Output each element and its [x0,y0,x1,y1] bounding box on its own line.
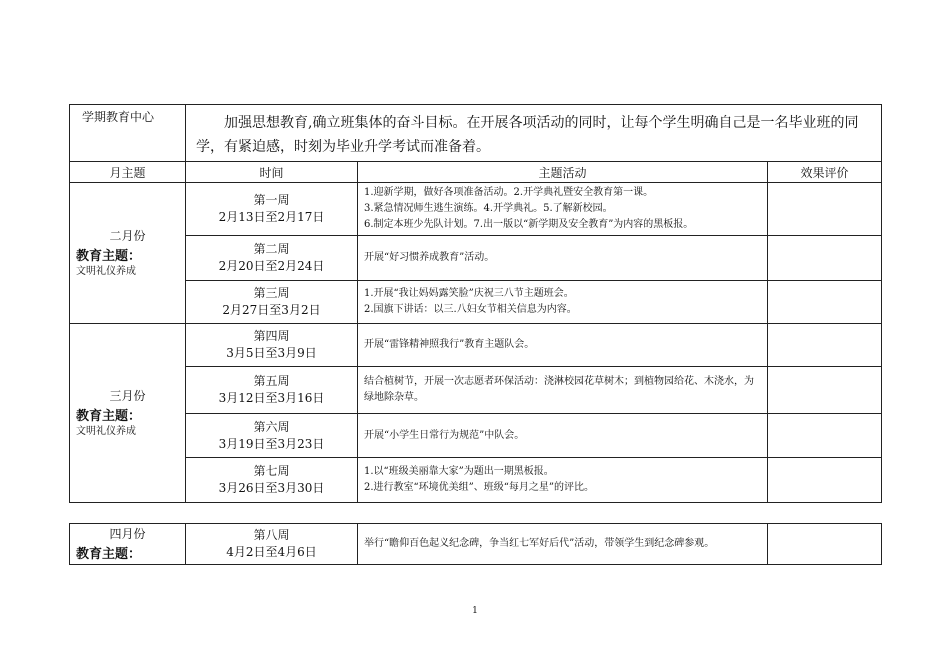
activity-line: 2.进行教室“环境优美组”、班级“每月之星”的评比。 [364,482,594,493]
theme-label: 教育主题： [76,408,142,424]
evaluation-cell [768,367,882,414]
activity-line: 开展“好习惯养成教育”活动。 [364,252,495,263]
table-row [70,524,882,565]
month-cell [70,524,186,565]
theme-label: 教育主题： [76,248,142,264]
month-name: 三月份 [109,388,146,403]
week-cell [186,524,358,565]
evaluation-cell [768,281,882,324]
week-label: 第一周 [253,193,290,207]
week-dates: 3月19日至3月23日 [218,436,325,451]
week-dates: 3月12日至3月16日 [218,391,325,405]
week-dates: 2月20日至2月24日 [218,259,325,273]
education-plan-table [69,104,882,503]
evaluation-cell [768,324,882,367]
center-label: 学期教育中心 [70,105,186,162]
evaluation-cell [768,236,882,281]
theme-value: 文明礼仪养成 [76,265,136,277]
week-dates: 3月5日至3月9日 [226,346,317,360]
week-label: 第八周 [253,528,290,542]
activity-cell [358,524,768,565]
week-cell [186,236,358,281]
table-row [70,458,882,503]
table-row [70,281,882,324]
table-row [70,183,882,236]
evaluation-cell [768,458,882,503]
week-cell [186,281,358,324]
week-cell [186,458,358,503]
month-cell [70,183,186,324]
header-activity: 主题活动 [358,162,768,183]
theme-label: 教育主题： [76,547,142,562]
activity-cell [358,367,768,414]
week-label: 第二周 [253,242,290,256]
theme-value: 文明礼仪养成 [76,425,136,437]
activity-cell [358,324,768,367]
month-name: 二月份 [109,228,146,243]
page-number: 1 [472,606,478,616]
activity-cell [358,183,768,236]
activity-line: 1.开展“我让妈妈露笑脸”庆祝三八节主题班会。 [364,288,574,299]
week-cell [186,183,358,236]
week-dates: 2月13日至2月17日 [218,210,325,224]
activity-line: 1.迎新学期，做好各项准备活动。2.开学典礼暨安全教育第一课。 [364,187,654,198]
column-header-row [70,162,882,183]
table-row [70,367,882,414]
evaluation-cell [768,524,882,565]
evaluation-cell [768,414,882,458]
week-label: 第五周 [253,374,290,388]
activity-cell [358,236,768,281]
activity-cell [358,458,768,503]
activity-line: 2.国旗下讲话：以三.八妇女节相关信息为内容。 [364,304,577,315]
activity-line: 举行“瞻仰百色起义纪念碑，争当红七军好后代”活动，带领学生到纪念碑参观。 [364,538,715,549]
activity-cell [358,281,768,324]
month-cell [70,324,186,503]
month-name: 四月份 [109,527,146,541]
activity-line: 开展“小学生日常行为规范”中队会。 [364,429,525,441]
week-dates: 2月27日至3月2日 [222,303,321,317]
intro-row [70,105,882,162]
week-dates: 3月26日至3月30日 [218,481,325,495]
header-evaluation: 效果评价 [768,162,882,183]
header-theme: 月主题 [70,162,186,183]
week-label: 第三周 [253,286,290,300]
table-row [70,324,882,367]
intro-text: 加强思想教育,确立班集体的奋斗目标。在开展各项活动的同时，让每个学生明确自己是一名毕业班的同学，有紧迫感，时刻为毕业升学考试而准备着。 [186,105,882,162]
header-time: 时间 [186,162,358,183]
evaluation-cell [768,183,882,236]
week-label: 第六周 [253,419,290,434]
activity-line: 1.以“班级美丽靠大家”为题出一期黑板报。 [364,466,554,477]
table-row [70,236,882,281]
week-cell [186,367,358,414]
activity-line: 6.制定本班少先队计划。7.出一版以“新学期及安全教育”为内容的黑板报。 [364,219,694,230]
april-table [69,523,882,565]
activity-line: 3.紧急情况师生逃生演练。4.开学典礼。5.了解新校园。 [364,203,613,214]
week-label: 第七周 [253,464,290,478]
activity-line: 结合植树节，开展一次志愿者环保活动：浇淋校园花草树木；到植物园给花、木浇水，为绿地除杂草。 [364,376,754,403]
week-dates: 4月2日至4月6日 [226,545,317,559]
activity-line: 开展“雷锋精神照我行”教育主题队会。 [364,339,535,350]
week-cell [186,414,358,458]
activity-cell [358,414,768,458]
week-cell [186,324,358,367]
week-label: 第四周 [253,329,290,343]
table-row [70,414,882,458]
